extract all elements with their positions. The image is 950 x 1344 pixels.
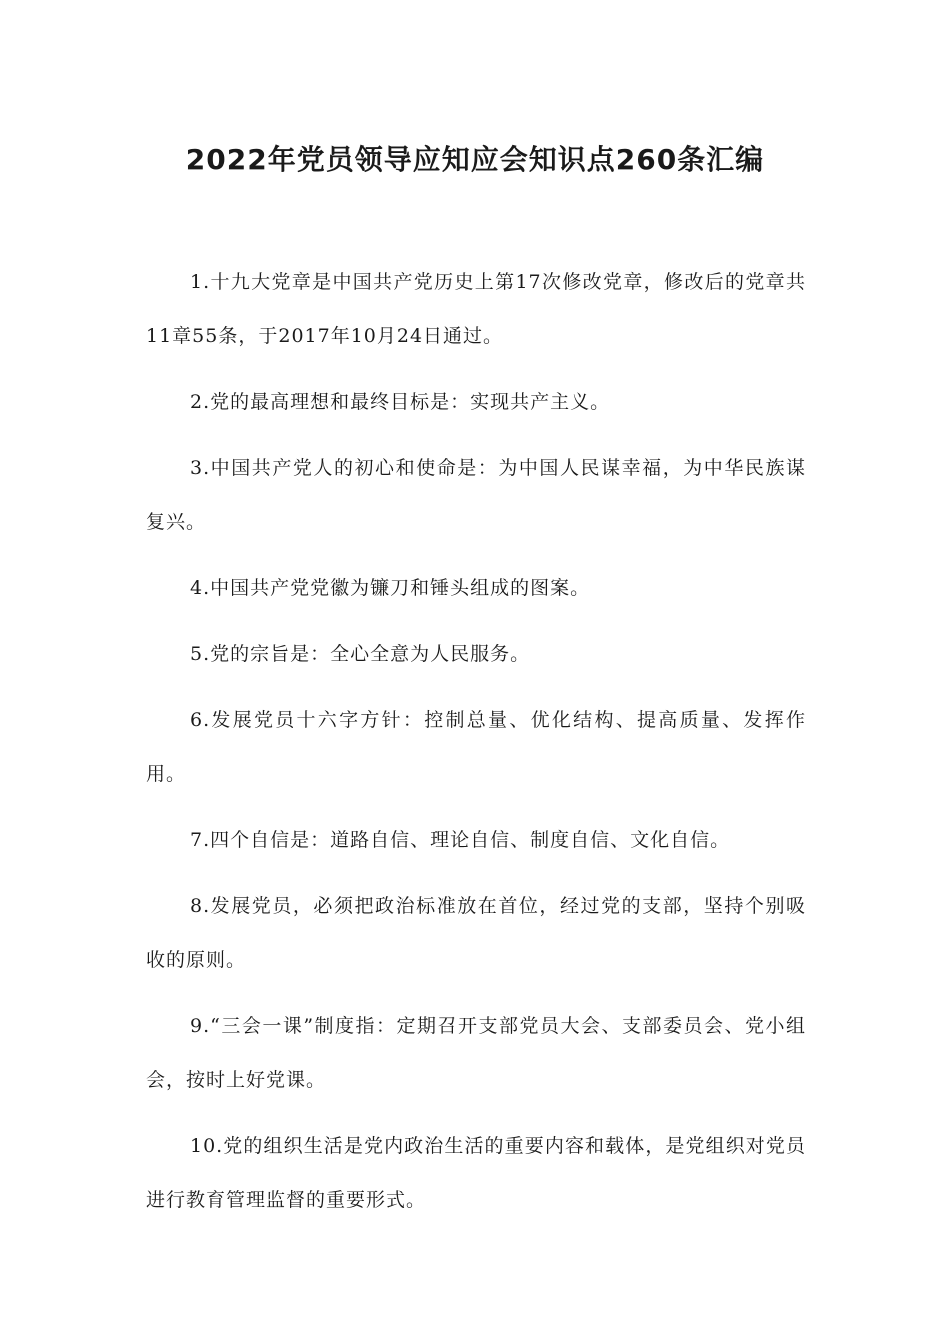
knowledge-point-item: 8.发展党员，必须把政治标准放在首位，经过党的支部，坚持个别吸收的原则。 xyxy=(146,895,806,971)
knowledge-point-item: 9.“三会一课”制度指：定期召开支部党员大会、支部委员会、党小组会，按时上好党课。 xyxy=(146,1015,806,1091)
knowledge-point-item: 10.党的组织生活是党内政治生活的重要内容和载体，是党组织对党员进行教育管理监督的重要形式。 xyxy=(146,1135,806,1211)
knowledge-point-item: 7.四个自信是：道路自信、理论自信、制度自信、文化自信。 xyxy=(190,829,731,851)
knowledge-point-item: 6.发展党员十六字方针：控制总量、优化结构、提高质量、发挥作用。 xyxy=(146,709,806,785)
knowledge-point-item: 1.十九大党章是中国共产党历史上第17次修改党章，修改后的党章共11章55条，于2017年10月24日通过。 xyxy=(146,271,806,347)
knowledge-point-item: 3.中国共产党人的初心和使命是：为中国人民谋幸福，为中华民族谋复兴。 xyxy=(146,457,806,533)
document-title: 2022年党员领导应知应会知识点260条汇编 xyxy=(185,143,765,176)
knowledge-point-item: 2.党的最高理想和最终目标是：实现共产主义。 xyxy=(190,391,611,413)
knowledge-point-item: 4.中国共产党党徽为镰刀和锤头组成的图案。 xyxy=(190,577,591,599)
knowledge-point-item: 5.党的宗旨是：全心全意为人民服务。 xyxy=(190,643,531,665)
knowledge-point-list xyxy=(146,255,806,1239)
